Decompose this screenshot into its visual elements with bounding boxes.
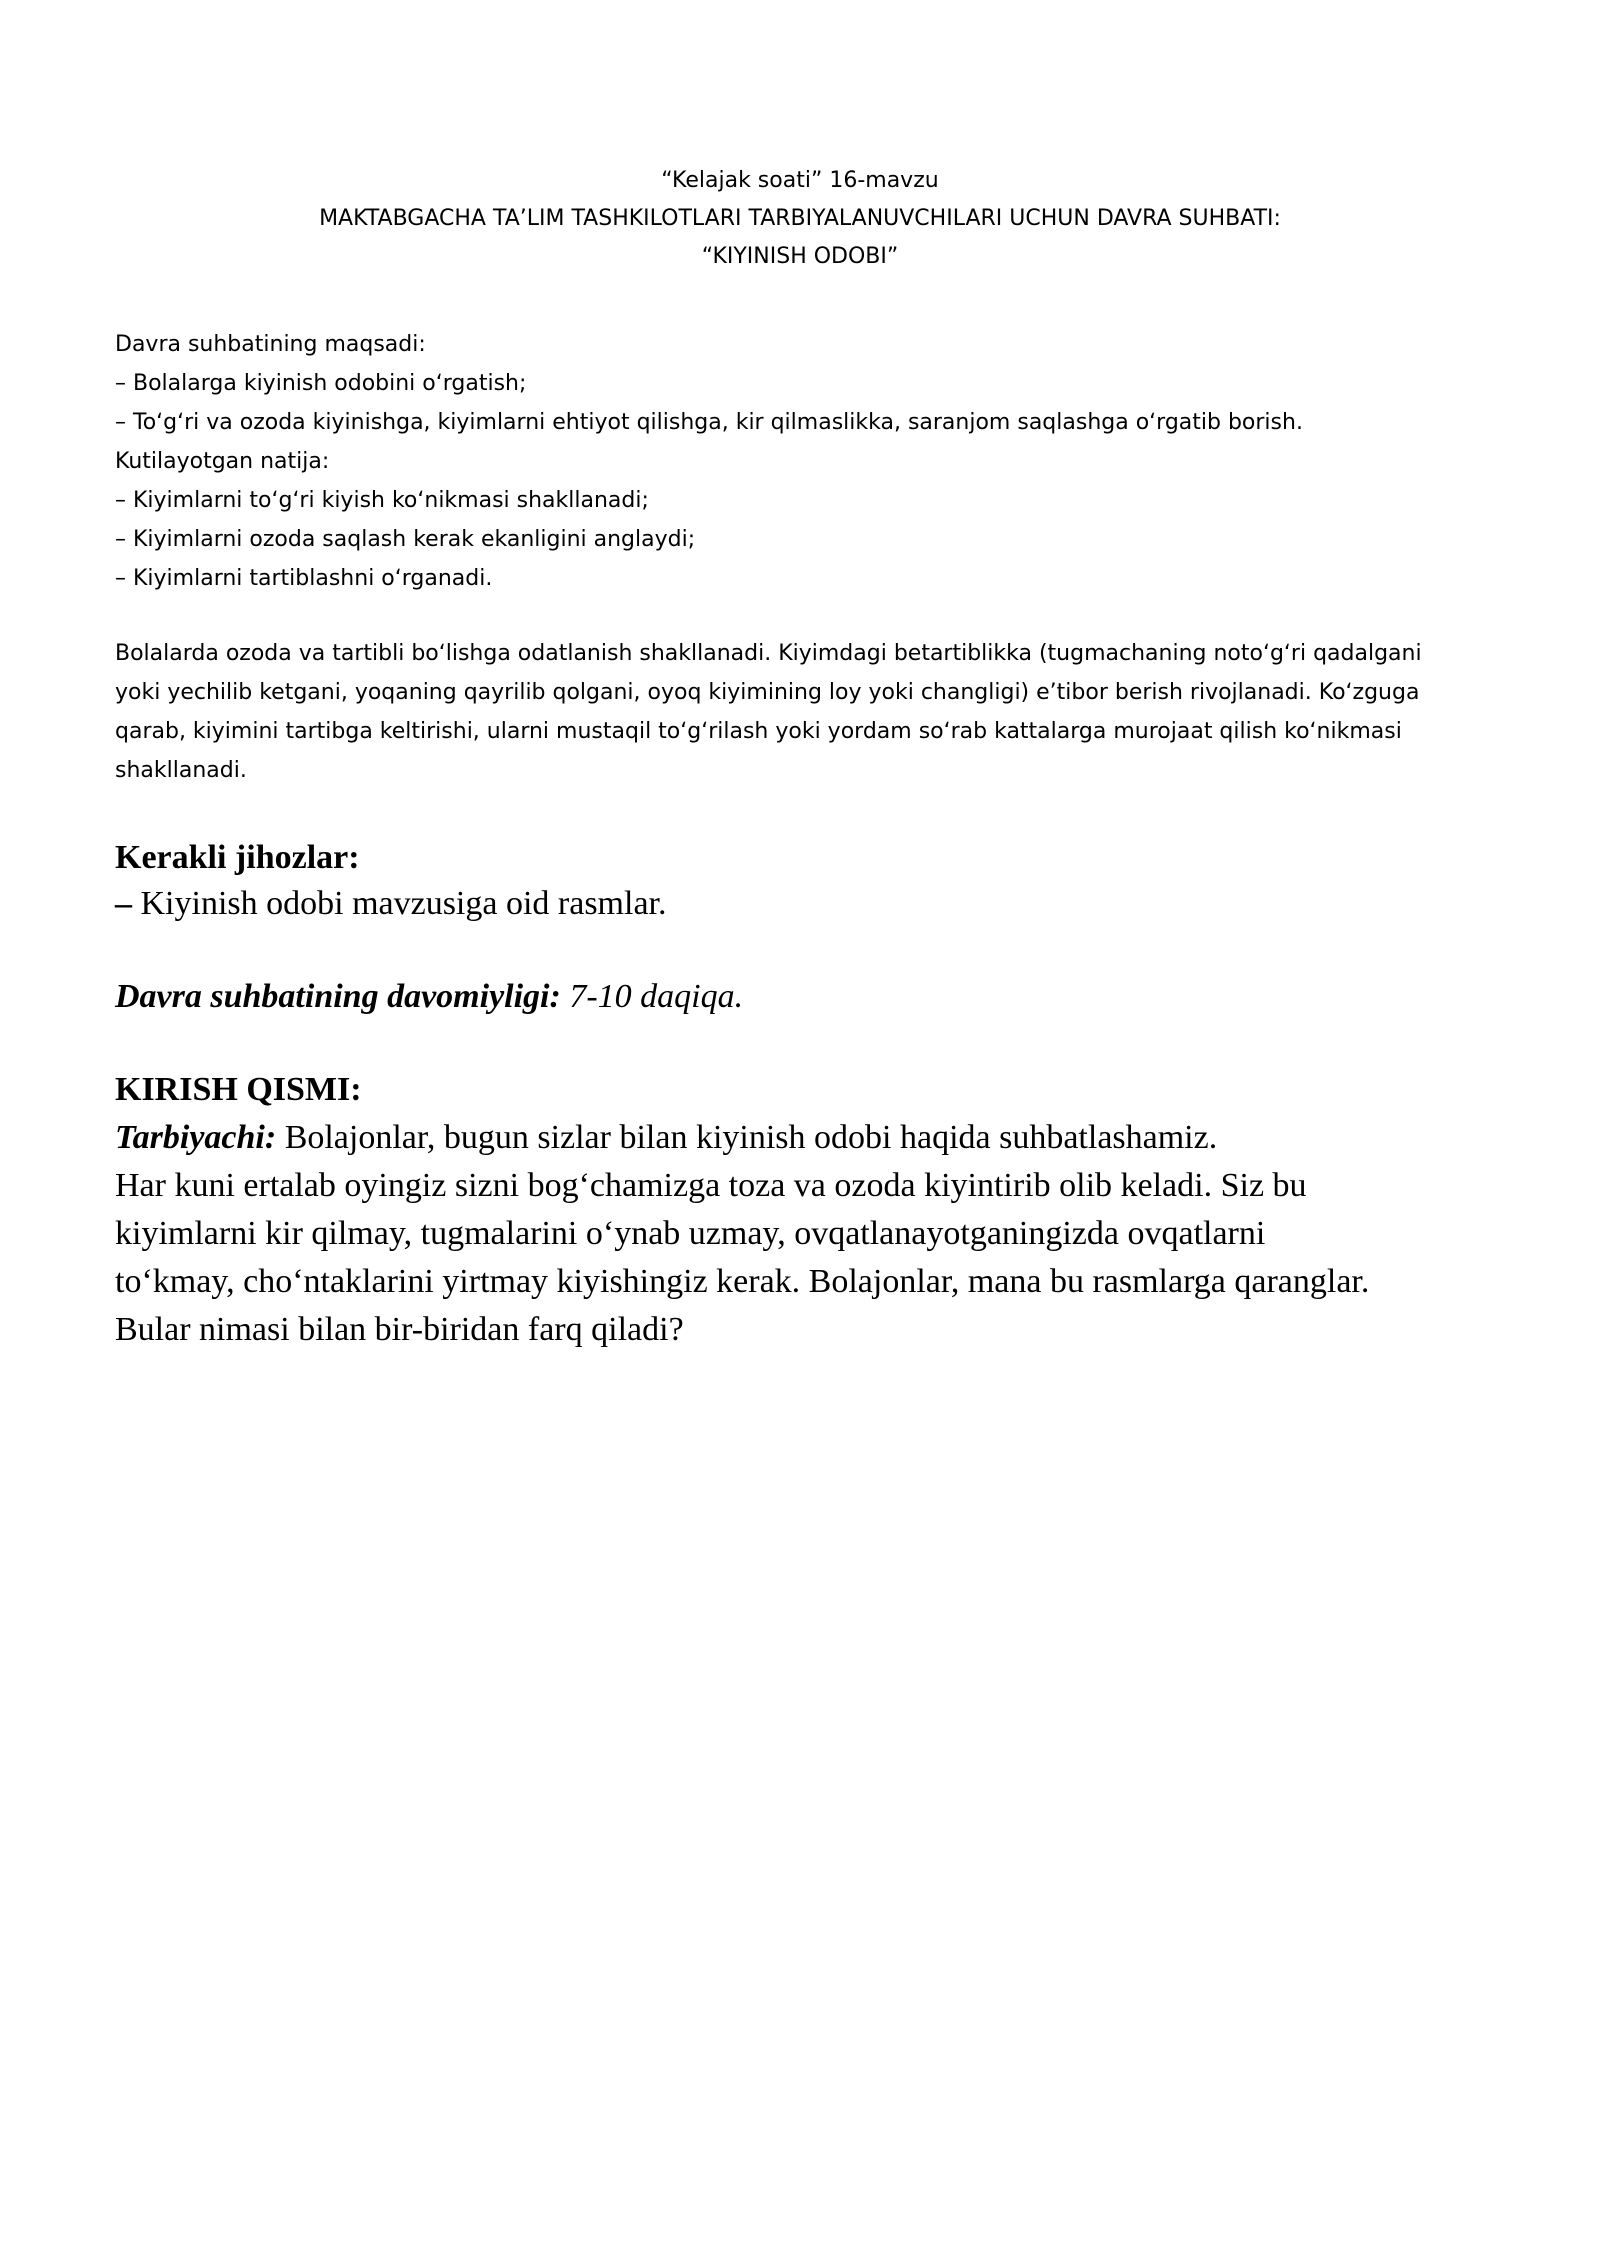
body-line: Bular nimasi bilan bir-biridan farq qiladi? <box>115 1311 684 1348</box>
intro-section-body <box>115 1114 1535 1354</box>
duration-label: Davra suhbatining davomiyligi: <box>115 978 561 1015</box>
goal-item: – Bolalarga kiyinish odobini oʻrgatish; <box>115 371 527 396</box>
goals-and-results <box>115 325 1535 598</box>
body-line: kiyimlarni kir qilmay, tugmalarini oʻynab uzmay, ovqatlanayotganingizda ovqatlarni <box>115 1215 1266 1252</box>
description-paragraph <box>115 634 1535 790</box>
equipment-heading: Kerakli jihozlar: <box>115 839 360 876</box>
paragraph-line: Bolalarda ozoda va tartibli boʻlishga odatlanish shakllanadi. Kiyimdagi betartiblikka (tugmachaning notoʻgʻri qadalgani <box>115 641 1422 666</box>
paragraph-line: yoki yechilib ketgani, yoqaning qayrilib qolgani, oyoq kiyimining loy yoki changligi) e’tibor berish rivojlanadi. Koʻzguga <box>115 680 1420 705</box>
result-item: – Kiyimlarni ozoda saqlash kerak ekanligini anglaydi; <box>115 527 696 552</box>
equipment-text: Kiyinish odobi mavzusiga oid rasmlar. <box>132 885 667 922</box>
paragraph-line: shakllanadi. <box>115 758 247 783</box>
document-header <box>0 162 1600 276</box>
goals-heading: Davra suhbatining maqsadi: <box>115 332 426 357</box>
topic-line: “Kelajak soati” 16-mavzu <box>661 168 939 193</box>
equipment-item <box>115 882 667 926</box>
intro-section-heading: KIRISH QISMI: <box>115 1071 362 1108</box>
duration-value: 7-10 daqiqa. <box>560 978 744 1015</box>
result-item: – Kiyimlarni toʻgʻri kiyish koʻnikmasi shakllanadi; <box>115 488 649 513</box>
duration-line <box>115 975 743 1019</box>
results-heading: Kutilayotgan natija: <box>115 449 330 474</box>
audience-line: MAKTABGACHA TA’LIM TASHKILOTLARI TARBIYALANUVCHILARI UCHUN DAVRA SUHBATI: <box>319 206 1281 231</box>
speech-text: Bolajonlar, bugun sizlar bilan kiyinish odobi haqida suhbatlashamiz. <box>276 1119 1218 1156</box>
goal-item: – Toʻgʻri va ozoda kiyinishga, kiyimlarni ehtiyot qilishga, kir qilmaslikka, saranjom saqlashga oʻrgatib borish. <box>115 410 1303 435</box>
result-item: – Kiyimlarni tartiblashni oʻrganadi. <box>115 566 493 591</box>
speaker-label: Tarbiyachi: <box>115 1119 277 1156</box>
document-title: “KIYINISH ODOBI” <box>701 244 899 269</box>
body-line: toʻkmay, choʻntaklarini yirtmay kiyishingiz kerak. Bolajonlar, mana bu rasmlarga qaranglar. <box>115 1263 1370 1300</box>
body-line: Har kuni ertalab oyingiz sizni bogʻchamizga toza va ozoda kiyintirib olib keladi. Siz bu <box>115 1167 1307 1204</box>
speech-line <box>115 1114 1535 1162</box>
paragraph-line: qarab, kiyimini tartibga keltirishi, ularni mustaqil toʻgʻrilash yoki yordam soʻrab kattalarga murojaat qilish koʻnikmasi <box>115 719 1402 744</box>
equipment-dash: – <box>115 885 132 922</box>
